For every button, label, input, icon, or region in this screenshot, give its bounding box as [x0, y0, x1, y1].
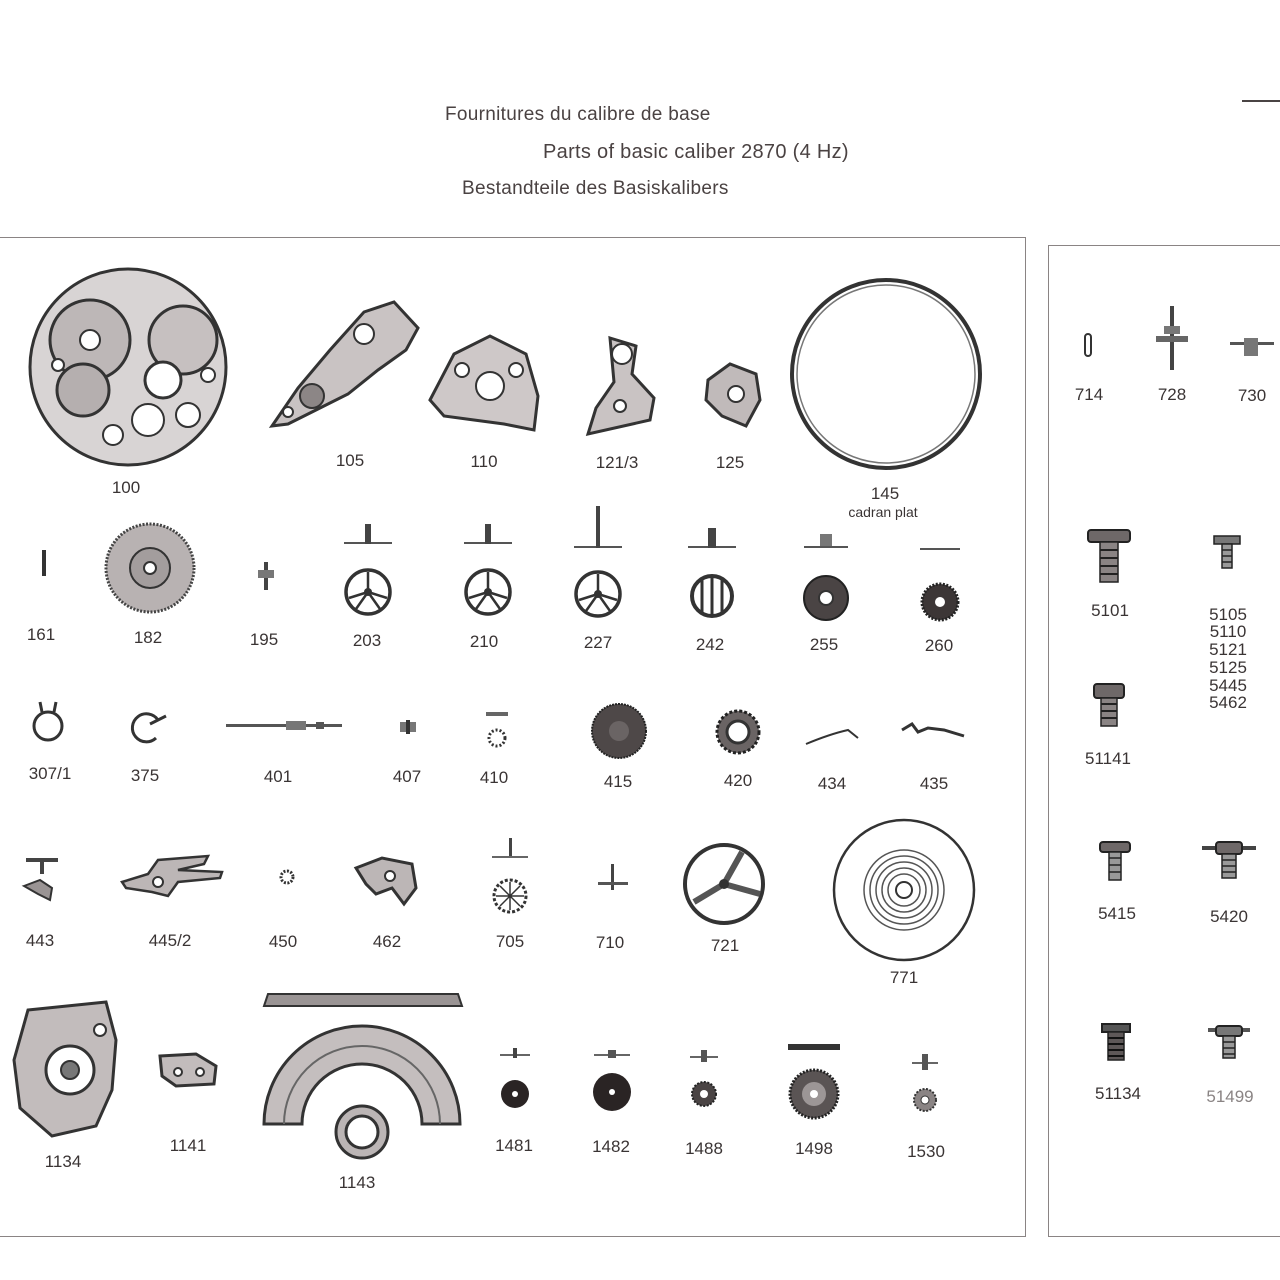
- part-label-110: 110: [470, 452, 498, 471]
- wheel-242-icon: [686, 524, 738, 620]
- part-label-195: 195: [249, 630, 279, 649]
- arbor-728-icon: [1154, 306, 1190, 370]
- wheel-1482-icon: [590, 1050, 634, 1114]
- spring-375-icon: [128, 710, 170, 746]
- part-label-721: 721: [710, 936, 740, 955]
- part-label-51499: 51499: [1206, 1087, 1254, 1106]
- part-label-145: 145: [870, 484, 900, 503]
- wheel-210-icon: [460, 520, 516, 616]
- part-label-450: 450: [268, 932, 298, 951]
- bridge-1141-icon: [156, 1050, 220, 1090]
- part-label-445-2: 445/2: [148, 931, 192, 950]
- spring-307-icon: [30, 700, 66, 744]
- part-label-161: 161: [26, 625, 56, 644]
- bridge-121-icon: [580, 334, 660, 438]
- stem-401-icon: [226, 720, 342, 732]
- wheel-203-icon: [340, 520, 396, 616]
- part-label-210: 210: [469, 632, 499, 651]
- part-label-260: 260: [924, 636, 954, 655]
- part-label-203: 203: [352, 631, 382, 650]
- gear-182-icon: [104, 522, 196, 614]
- screw-5420-icon: [1200, 840, 1258, 880]
- wheel-260-icon: [918, 544, 962, 624]
- part-label-415: 415: [603, 772, 633, 791]
- part-label-443: 443: [25, 931, 55, 950]
- spring-435-icon: [898, 720, 966, 742]
- spring-434-icon: [804, 716, 860, 746]
- part-label-435: 435: [919, 774, 949, 793]
- part-label-5105: 5105: [1209, 605, 1247, 624]
- part-label-714: 714: [1074, 385, 1104, 404]
- part-label-410: 410: [479, 768, 509, 787]
- part-label-105: 105: [335, 451, 365, 470]
- arbor-730-icon: [1230, 338, 1274, 358]
- screw-51499-icon: [1206, 1024, 1252, 1060]
- wheel-1498-icon: [788, 1040, 840, 1120]
- part-label-407: 407: [392, 767, 422, 786]
- casing-ring-icon: [788, 278, 986, 474]
- top-edge-rule: [1242, 100, 1280, 102]
- bridge-105-icon: [268, 298, 424, 434]
- screw-5105-icon: [1212, 534, 1242, 570]
- wheel-450-icon: [278, 868, 296, 886]
- bridge-462-icon: [352, 854, 418, 908]
- wheel-415-icon: [590, 702, 648, 760]
- part-label-1134: 1134: [44, 1152, 82, 1171]
- part-label-1482: 1482: [592, 1137, 630, 1156]
- part-label-5462: 5462: [1209, 693, 1247, 712]
- part-label-5110: 5110: [1209, 622, 1247, 641]
- part-label-401: 401: [263, 767, 293, 786]
- part-label-51134: 51134: [1094, 1084, 1142, 1103]
- rotor-1143-icon: [262, 990, 464, 1160]
- part-label-5415: 5415: [1098, 904, 1136, 923]
- part-label-1143: 1143: [338, 1173, 376, 1192]
- part-label-5420: 5420: [1210, 907, 1248, 926]
- pin-161-icon: [38, 548, 50, 578]
- part-label-1488: 1488: [685, 1139, 723, 1158]
- part-label-728: 728: [1157, 385, 1187, 404]
- lever-445-icon: [118, 852, 226, 900]
- balance-spring-771-icon: [832, 818, 976, 962]
- header-line-en: Parts of basic caliber 2870 (4 Hz): [543, 141, 849, 163]
- bridge-125-icon: [700, 360, 762, 430]
- wheel-705-icon: [490, 836, 530, 916]
- part-label-125: 125: [715, 453, 745, 472]
- part-label-434: 434: [817, 774, 847, 793]
- pinion-410-icon: [484, 710, 510, 750]
- header-line-de: Bestandteile des Basiskalibers: [462, 178, 729, 199]
- bridge-110-icon: [424, 330, 542, 434]
- pinion-407-icon: [398, 720, 418, 734]
- part-label-242: 242: [695, 635, 725, 654]
- part-label-5101: 5101: [1091, 601, 1129, 620]
- screw-5415-icon: [1098, 840, 1132, 882]
- plate-1134-icon: [12, 1000, 118, 1138]
- wheel-1530-icon: [910, 1054, 940, 1114]
- staff-710-icon: [596, 862, 630, 894]
- pin-714-icon: [1082, 332, 1094, 358]
- part-label-5121: 5121: [1209, 640, 1247, 659]
- part-label-5445: 5445: [1209, 676, 1247, 695]
- part-label-771: 771: [889, 968, 919, 987]
- part-label-1498: 1498: [795, 1139, 833, 1158]
- wheel-1481-icon: [498, 1048, 532, 1112]
- wheel-255-icon: [802, 530, 850, 622]
- part-label-51141: 51141: [1084, 749, 1132, 768]
- lever-443-icon: [20, 856, 60, 906]
- part-label-307-1: 307/1: [28, 764, 72, 783]
- part-label-121-3: 121/3: [595, 453, 639, 472]
- balance-721-icon: [682, 842, 766, 926]
- part-label-710: 710: [595, 933, 625, 952]
- part-label-705: 705: [495, 932, 525, 951]
- part-label-420: 420: [723, 771, 753, 790]
- part-label-730: 730: [1237, 386, 1267, 405]
- part-label-182: 182: [133, 628, 163, 647]
- main-plate-icon: [28, 270, 232, 470]
- screw-51134-icon: [1100, 1022, 1132, 1062]
- part-label-227: 227: [583, 633, 613, 652]
- part-label-255: 255: [809, 635, 839, 654]
- part-label-100: 100: [111, 478, 141, 497]
- part-label-1141: 1141: [169, 1136, 207, 1155]
- wheel-227-icon: [570, 504, 626, 618]
- part-label-5125: 5125: [1209, 658, 1247, 677]
- wheel-420-icon: [714, 708, 762, 756]
- part-label-1481: 1481: [495, 1136, 533, 1155]
- part-label-375: 375: [130, 766, 160, 785]
- part-note-145: cadran plat: [848, 504, 918, 520]
- wheel-1488-icon: [688, 1050, 720, 1112]
- screw-51141-icon: [1092, 682, 1126, 728]
- part-label-462: 462: [372, 932, 402, 951]
- screw-5101-icon: [1086, 528, 1132, 584]
- part-label-1530: 1530: [907, 1142, 945, 1161]
- header-line-fr: Fournitures du calibre de base: [445, 104, 711, 125]
- pinion-195-icon: [256, 562, 276, 590]
